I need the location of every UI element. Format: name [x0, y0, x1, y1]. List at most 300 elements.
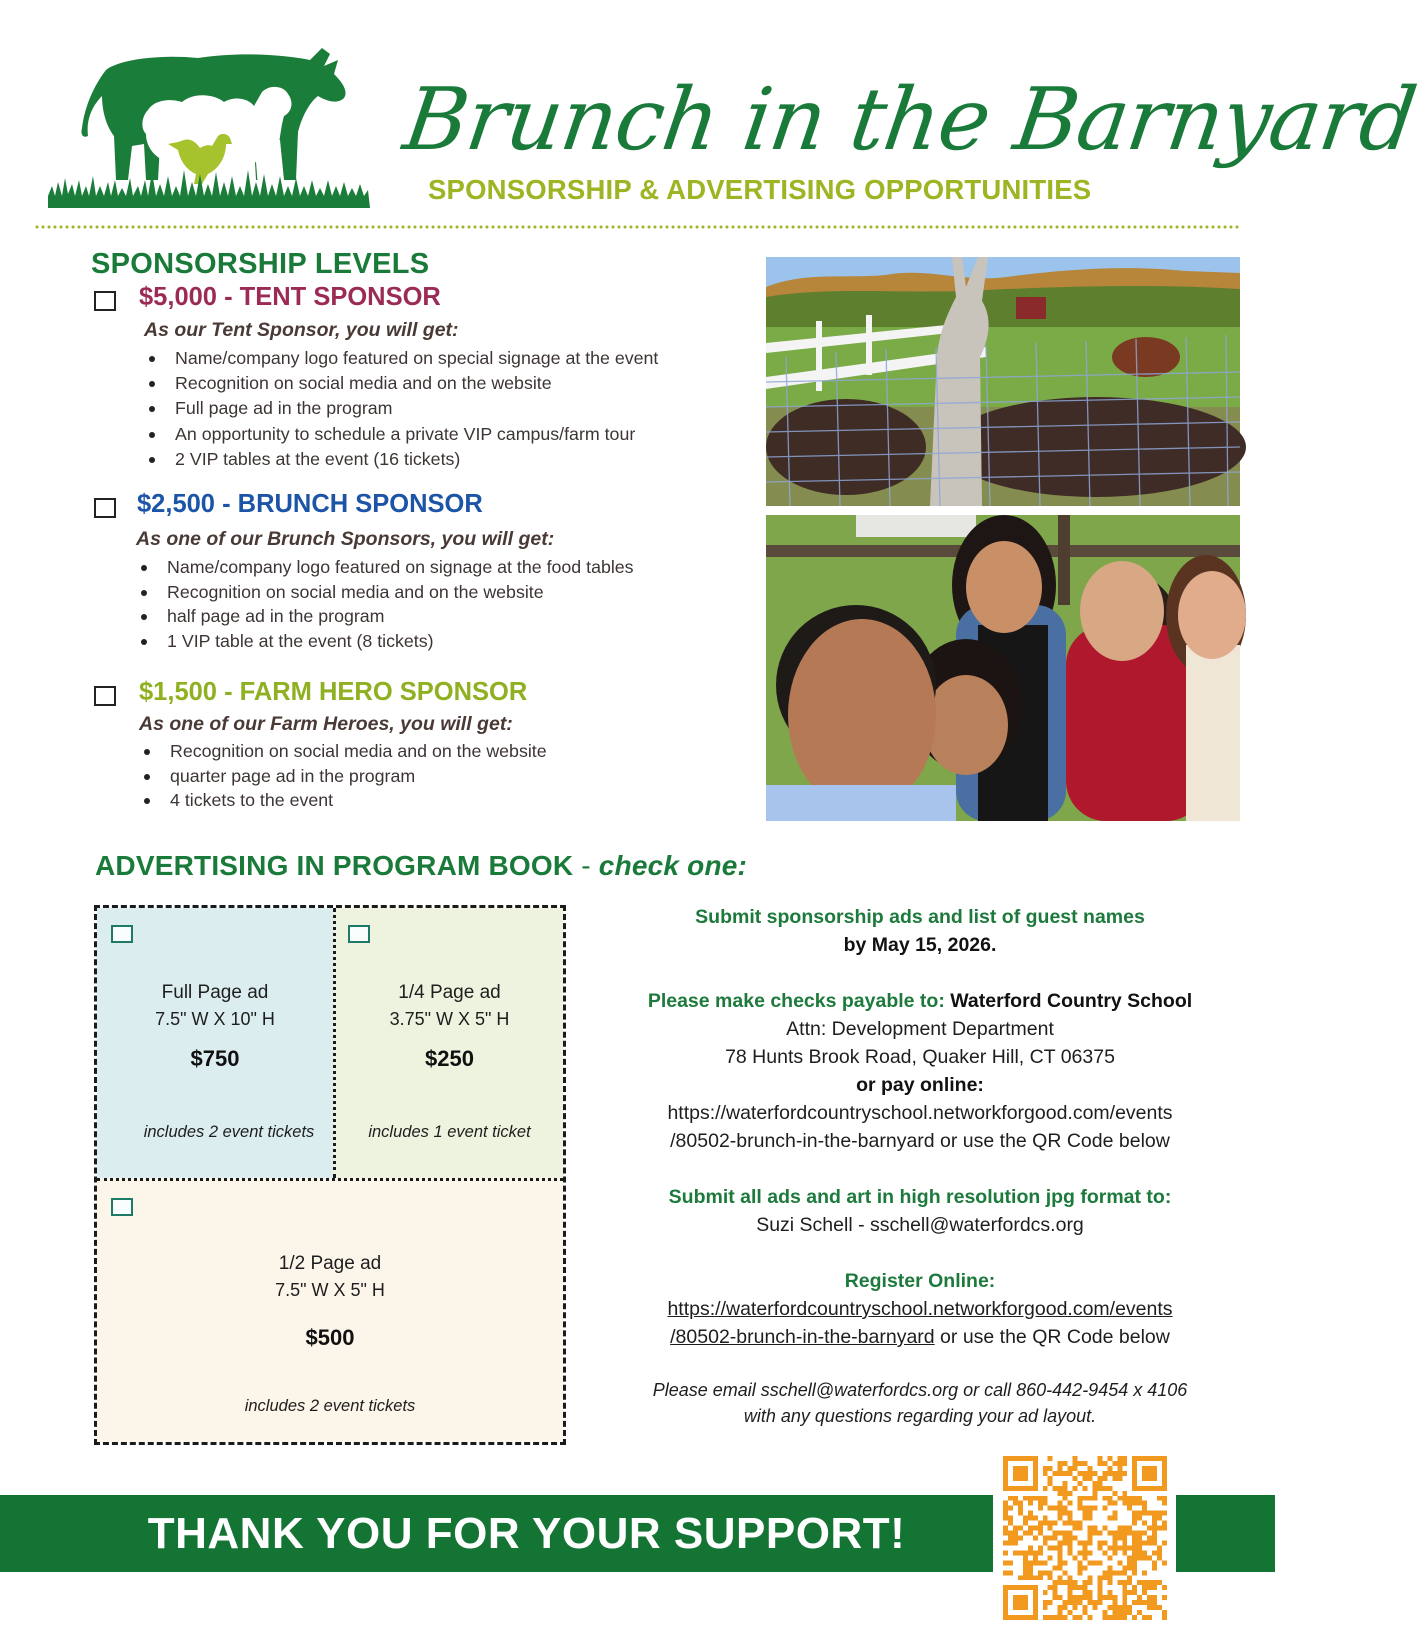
qr-module: [1073, 1600, 1078, 1605]
qr-module: [1152, 1560, 1157, 1565]
qr-module: [1112, 1531, 1117, 1536]
qr-module: [1137, 1595, 1142, 1600]
qr-module: [1058, 1461, 1063, 1466]
qr-module: [1033, 1575, 1038, 1580]
qr-module: [1132, 1516, 1137, 1521]
qr-module: [1013, 1526, 1018, 1531]
ad-name: Full Page ad: [161, 982, 269, 1003]
qr-module: [1137, 1531, 1142, 1536]
qr-module: [1008, 1536, 1013, 1541]
qr-module: [1152, 1511, 1157, 1516]
dotted-divider: [34, 225, 1240, 229]
qr-module: [1028, 1496, 1033, 1501]
qr-module: [1068, 1545, 1073, 1550]
qr-module: [1048, 1600, 1053, 1605]
qr-module: [1162, 1610, 1167, 1615]
qr-module: [1087, 1511, 1092, 1516]
qr-module: [1033, 1496, 1038, 1501]
qr-module: [1122, 1536, 1127, 1541]
qr-module: [1068, 1531, 1073, 1536]
qr-module: [1107, 1486, 1112, 1491]
qr-module: [1132, 1496, 1137, 1501]
qr-module: [1083, 1540, 1088, 1545]
qr-module: [1107, 1595, 1112, 1600]
qr-module: [1008, 1540, 1013, 1545]
qr-module: [1023, 1575, 1028, 1580]
qr-module: [1043, 1536, 1048, 1541]
qr-module: [1068, 1580, 1073, 1585]
qr-module: [1112, 1545, 1117, 1550]
pay-url-line-1[interactable]: https://waterfordcountryschool.networkforgood.com/events: [667, 1102, 1173, 1124]
benefit-item: quarter page ad in the program: [142, 764, 547, 789]
qr-module: [1023, 1570, 1028, 1575]
farm-animals-logo-icon: [48, 40, 370, 208]
qr-module: [1147, 1580, 1152, 1585]
qr-module: [1162, 1496, 1167, 1501]
qr-module: [1092, 1486, 1097, 1491]
qr-module: [1068, 1610, 1073, 1615]
ad-options-grid: [94, 905, 566, 1445]
qr-finder-pattern: [1142, 1466, 1157, 1481]
qr-module: [1008, 1506, 1013, 1511]
ad-price: $750: [190, 1046, 240, 1071]
qr-module: [1112, 1605, 1117, 1610]
qr-module: [1097, 1590, 1102, 1595]
register-url-link-line-2[interactable]: /80502-brunch-in-the-barnyard: [670, 1326, 935, 1348]
qr-module: [1102, 1615, 1107, 1620]
qr-module: [1137, 1610, 1142, 1615]
qr-module: [1087, 1615, 1092, 1620]
qr-module: [1107, 1575, 1112, 1580]
qr-module: [1137, 1501, 1142, 1506]
qr-module: [1127, 1496, 1132, 1501]
qr-module: [1003, 1560, 1008, 1565]
qr-module: [1117, 1610, 1122, 1615]
qr-module: [1053, 1590, 1058, 1595]
qr-module: [1058, 1555, 1063, 1560]
qr-module: [1137, 1545, 1142, 1550]
qr-module: [1048, 1615, 1053, 1620]
ad-tickets: includes 1 event ticket: [368, 1123, 531, 1141]
qr-module: [1058, 1575, 1063, 1580]
qr-module: [1092, 1496, 1097, 1501]
qr-module: [1097, 1595, 1102, 1600]
farm-hero-sponsor-checkbox[interactable]: [94, 686, 116, 706]
qr-module: [1028, 1550, 1033, 1555]
benefits-list: [142, 739, 547, 813]
qr-module: [1083, 1555, 1088, 1560]
qr-module: [1117, 1545, 1122, 1550]
qr-module: [1053, 1531, 1058, 1536]
qr-module: [1097, 1580, 1102, 1585]
qr-module: [1048, 1555, 1053, 1560]
qr-module: [1008, 1560, 1013, 1565]
qr-module: [1102, 1550, 1107, 1555]
qr-module: [1078, 1570, 1083, 1575]
qr-module: [1087, 1516, 1092, 1521]
qr-module: [1043, 1600, 1048, 1605]
ad-name: 1/4 Page ad: [398, 982, 501, 1003]
qr-module: [1058, 1486, 1063, 1491]
qr-module: [1048, 1521, 1053, 1526]
qr-module: [1058, 1580, 1063, 1585]
benefits-list: [139, 555, 634, 653]
qr-module: [1028, 1565, 1033, 1570]
qr-module: [1083, 1565, 1088, 1570]
qr-module: [1152, 1595, 1157, 1600]
qr-module: [1013, 1550, 1018, 1555]
qr-module: [1162, 1521, 1167, 1526]
qr-module: [1028, 1531, 1033, 1536]
qr-module: [1127, 1545, 1132, 1550]
qr-module: [1132, 1585, 1137, 1590]
qr-module: [1043, 1605, 1048, 1610]
sheep-silhouette: [142, 87, 291, 188]
submit-art-contact[interactable]: Suzi Schell - sschell@waterfordcs.org: [756, 1214, 1084, 1236]
qr-module: [1053, 1595, 1058, 1600]
qr-module: [1053, 1580, 1058, 1585]
qr-module: [1083, 1590, 1088, 1595]
qr-module: [1122, 1565, 1127, 1570]
event-subtitle: SPONSORSHIP & ADVERTISING OPPORTUNITIES: [428, 174, 1092, 205]
qr-module: [1083, 1610, 1088, 1615]
qr-module: [1157, 1511, 1162, 1516]
qr-module: [1043, 1516, 1048, 1521]
ad-name: 1/2 Page ad: [278, 1253, 382, 1274]
qr-module: [1058, 1545, 1063, 1550]
qr-module: [1087, 1466, 1092, 1471]
qr-module: [1073, 1476, 1078, 1481]
qr-module: [1117, 1476, 1122, 1481]
qr-module: [1142, 1531, 1147, 1536]
qr-module: [1122, 1580, 1127, 1585]
qr-module: [1048, 1506, 1053, 1511]
qr-module: [1013, 1536, 1018, 1541]
qr-module: [1058, 1506, 1063, 1511]
qr-module: [1028, 1570, 1033, 1575]
submit-deadline-date: by May 15, 2026.: [843, 934, 997, 956]
qr-module: [1078, 1550, 1083, 1555]
qr-module: [1013, 1531, 1018, 1536]
qr-module: [1102, 1570, 1107, 1575]
qr-module: [1142, 1600, 1147, 1605]
qr-module: [1068, 1466, 1073, 1471]
qr-module: [1038, 1545, 1043, 1550]
qr-module: [1147, 1595, 1152, 1600]
qr-module: [1087, 1531, 1092, 1536]
qr-module: [1083, 1516, 1088, 1521]
qr-module: [1132, 1570, 1137, 1575]
qr-module: [1157, 1550, 1162, 1555]
qr-module: [1073, 1536, 1078, 1541]
qr-module: [1028, 1560, 1033, 1565]
qr-module: [1058, 1540, 1063, 1545]
qr-module: [1003, 1506, 1008, 1511]
ad-option-quarter-page[interactable]: [333, 908, 563, 1178]
qr-module: [1122, 1526, 1127, 1531]
qr-module: [1122, 1595, 1127, 1600]
qr-module: [1137, 1550, 1142, 1555]
qr-module: [1152, 1526, 1157, 1531]
qr-module: [1048, 1536, 1053, 1541]
qr-module: [1147, 1605, 1152, 1610]
qr-module: [1058, 1466, 1063, 1471]
qr-module: [1107, 1570, 1112, 1575]
qr-module: [1122, 1531, 1127, 1536]
ad-option-full-page[interactable]: [97, 908, 333, 1178]
qr-module: [1102, 1496, 1107, 1501]
qr-module: [1028, 1516, 1033, 1521]
qr-module: [1122, 1461, 1127, 1466]
qr-module: [1033, 1560, 1038, 1565]
qr-module: [1063, 1540, 1068, 1545]
qr-module: [1122, 1540, 1127, 1545]
advertising-heading: [95, 850, 747, 882]
qr-module: [1058, 1471, 1063, 1476]
register-url-line-2: [600, 1323, 1240, 1351]
qr-module: [1127, 1590, 1132, 1595]
qr-module: [1112, 1471, 1117, 1476]
qr-module: [1063, 1600, 1068, 1605]
advertising-heading-separator: -: [573, 850, 599, 881]
qr-module: [1087, 1476, 1092, 1481]
qr-module: [1137, 1516, 1142, 1521]
qr-module: [1122, 1471, 1127, 1476]
qr-module: [1023, 1521, 1028, 1526]
qr-module: [1073, 1456, 1078, 1461]
qr-module: [1162, 1511, 1167, 1516]
qr-module: [1038, 1496, 1043, 1501]
qr-module: [1152, 1550, 1157, 1555]
qr-module: [1058, 1491, 1063, 1496]
qr-module: [1107, 1516, 1112, 1521]
qr-module: [1142, 1580, 1147, 1585]
qr-module: [1083, 1595, 1088, 1600]
qr-module: [1048, 1545, 1053, 1550]
qr-module: [1073, 1486, 1078, 1491]
qr-module: [1132, 1615, 1137, 1620]
qr-module: [1152, 1521, 1157, 1526]
qr-module: [1028, 1545, 1033, 1550]
qr-module: [1063, 1536, 1068, 1541]
qr-module: [1097, 1600, 1102, 1605]
qr-module: [1058, 1615, 1063, 1620]
ad-size: 3.75" W X 5" H: [389, 1009, 510, 1029]
qr-module: [1092, 1506, 1097, 1511]
qr-module: [1117, 1526, 1122, 1531]
qr-module: [1008, 1521, 1013, 1526]
qr-module: [1147, 1585, 1152, 1590]
qr-module: [1043, 1501, 1048, 1506]
qr-module: [1063, 1461, 1068, 1466]
qr-module: [1073, 1605, 1078, 1610]
pay-online-label: or pay online:: [856, 1074, 984, 1096]
qr-module: [1117, 1456, 1122, 1461]
qr-module: [1127, 1560, 1132, 1565]
qr-module: [1142, 1506, 1147, 1511]
qr-module: [1102, 1595, 1107, 1600]
qr-module: [1063, 1560, 1068, 1565]
register-qr-hint: or use the QR Code below: [934, 1326, 1170, 1348]
qr-module: [1107, 1471, 1112, 1476]
qr-module: [1152, 1565, 1157, 1570]
qr-module: [1013, 1501, 1018, 1506]
qr-module: [1083, 1461, 1088, 1466]
qr-module: [1048, 1575, 1053, 1580]
qr-module: [1058, 1560, 1063, 1565]
qr-module: [1162, 1615, 1167, 1620]
photo-group-selfie: [766, 515, 1240, 821]
qr-module: [1023, 1550, 1028, 1555]
qr-module: [1112, 1595, 1117, 1600]
qr-module: [1043, 1615, 1048, 1620]
qr-module: [1053, 1615, 1058, 1620]
qr-module: [1132, 1550, 1137, 1555]
qr-module: [1112, 1516, 1117, 1521]
ad-price: $500: [305, 1325, 355, 1350]
qr-code-icon[interactable]: [1003, 1455, 1167, 1621]
qr-module: [1112, 1491, 1117, 1496]
qr-module: [1132, 1600, 1137, 1605]
qr-module: [1063, 1506, 1068, 1511]
register-online-label: Register Online:: [844, 1270, 996, 1292]
qr-module: [1107, 1565, 1112, 1570]
qr-module: [1048, 1476, 1053, 1481]
qr-module: [1107, 1466, 1112, 1471]
advertising-heading-main: ADVERTISING IN PROGRAM BOOK: [95, 850, 574, 881]
qr-module: [1058, 1511, 1063, 1516]
qr-module: [1122, 1550, 1127, 1555]
qr-module: [1048, 1585, 1053, 1590]
qr-module: [1112, 1540, 1117, 1545]
qr-module: [1112, 1461, 1117, 1466]
qr-module: [1078, 1585, 1083, 1590]
full-page-ad-checkbox[interactable]: [111, 925, 133, 943]
qr-module: [1117, 1560, 1122, 1565]
qr-module: [1083, 1580, 1088, 1585]
benefit-item: 2 VIP tables at the event (16 tickets): [147, 447, 658, 472]
qr-module: [1142, 1615, 1147, 1620]
qr-module: [1068, 1550, 1073, 1555]
qr-module: [1122, 1610, 1127, 1615]
qr-module: [1008, 1570, 1013, 1575]
qr-module: [1097, 1456, 1102, 1461]
qr-module: [1152, 1540, 1157, 1545]
benefit-item: 4 tickets to the event: [142, 788, 547, 813]
half-page-ad-checkbox[interactable]: [111, 1198, 133, 1216]
qr-module: [1137, 1580, 1142, 1585]
submission-info: [600, 903, 1240, 1429]
qr-module: [1107, 1456, 1112, 1461]
questions-line-2: with any questions regarding your ad layout.: [743, 1406, 1097, 1426]
qr-module: [1092, 1600, 1097, 1605]
benefit-item: half page ad in the program: [139, 604, 634, 629]
qr-module: [1068, 1501, 1073, 1506]
qr-module: [1023, 1531, 1028, 1536]
benefits-list: [147, 346, 658, 472]
brunch-sponsor-checkbox[interactable]: [94, 498, 116, 518]
qr-module: [1107, 1580, 1112, 1585]
benefit-item: Recognition on social media and on the website: [142, 739, 547, 764]
qr-module: [1092, 1531, 1097, 1536]
attn-line: Attn: Development Department: [786, 1018, 1054, 1040]
qr-module: [1102, 1575, 1107, 1580]
qr-module: [1092, 1481, 1097, 1486]
qr-module: [1018, 1575, 1023, 1580]
ad-option-half-page[interactable]: [97, 1178, 563, 1442]
qr-module: [1107, 1545, 1112, 1550]
qr-module: [1162, 1540, 1167, 1545]
qr-module: [1092, 1491, 1097, 1496]
qr-module: [1087, 1526, 1092, 1531]
qr-module: [1142, 1570, 1147, 1575]
qr-module: [1107, 1501, 1112, 1506]
sponsor-level-intro: As one of our Farm Heroes, you will get:: [139, 713, 513, 735]
qr-module: [1028, 1526, 1033, 1531]
qr-module: [1083, 1550, 1088, 1555]
qr-module: [1083, 1605, 1088, 1610]
qr-module: [1083, 1545, 1088, 1550]
qr-module: [1117, 1531, 1122, 1536]
qr-module: [1083, 1511, 1088, 1516]
qr-module: [1112, 1536, 1117, 1541]
qr-module: [1162, 1560, 1167, 1565]
checks-payable-line: [600, 987, 1240, 1015]
qr-module: [1122, 1605, 1127, 1610]
qr-module: [1078, 1461, 1083, 1466]
qr-module: [1078, 1600, 1083, 1605]
qr-module: [1097, 1481, 1102, 1486]
qr-module: [1003, 1531, 1008, 1536]
qr-module: [1117, 1605, 1122, 1610]
qr-module: [1058, 1565, 1063, 1570]
qr-module: [1058, 1550, 1063, 1555]
qr-module: [1068, 1516, 1073, 1521]
qr-module: [1112, 1570, 1117, 1575]
qr-module: [1073, 1595, 1078, 1600]
qr-module: [1073, 1466, 1078, 1471]
qr-module: [1097, 1585, 1102, 1590]
register-url-link-line-1[interactable]: https://waterfordcountryschool.networkforgood.com/events: [667, 1298, 1173, 1320]
qr-module: [1132, 1560, 1137, 1565]
qr-module: [1087, 1536, 1092, 1541]
tent-sponsor-checkbox[interactable]: [94, 291, 116, 311]
qr-module: [1083, 1506, 1088, 1511]
sponsor-level-title: $5,000 - TENT SPONSOR: [139, 283, 441, 311]
ad-size: 7.5" W X 10" H: [155, 1009, 275, 1029]
grass-icon: [48, 170, 370, 208]
qr-module: [1107, 1615, 1112, 1620]
qr-module: [1033, 1555, 1038, 1560]
qr-module: [1023, 1496, 1028, 1501]
qr-module: [1142, 1585, 1147, 1590]
qr-module: [1157, 1605, 1162, 1610]
qr-module: [1068, 1590, 1073, 1595]
quarter-page-ad-checkbox[interactable]: [348, 925, 370, 943]
qr-module: [1058, 1501, 1063, 1506]
qr-module: [1038, 1575, 1043, 1580]
qr-module: [1107, 1605, 1112, 1610]
benefit-item: 1 VIP table at the event (8 tickets): [139, 629, 634, 654]
qr-module: [1097, 1531, 1102, 1536]
qr-module: [1102, 1526, 1107, 1531]
qr-module: [1122, 1585, 1127, 1590]
qr-module: [1038, 1521, 1043, 1526]
qr-module: [1038, 1526, 1043, 1531]
qr-module: [1038, 1501, 1043, 1506]
qr-module: [1058, 1595, 1063, 1600]
qr-module: [1003, 1540, 1008, 1545]
